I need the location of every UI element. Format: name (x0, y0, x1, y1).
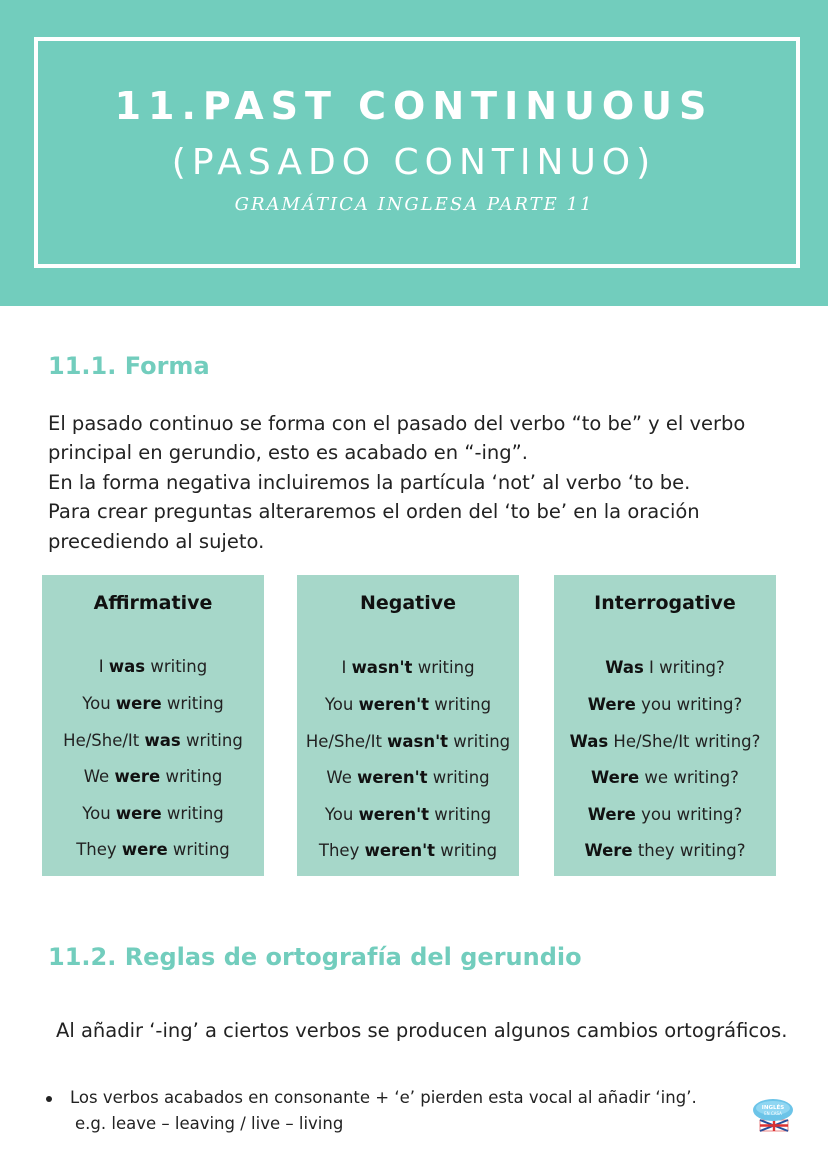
row-text: They (318, 841, 365, 860)
table-row (42, 657, 264, 676)
row-text: writing (427, 768, 490, 787)
header-banner (0, 0, 828, 306)
table-row (42, 731, 264, 750)
table-row (554, 768, 776, 787)
row-text: I (98, 657, 109, 676)
row-verb: wasn't (351, 658, 413, 677)
section-forma-paragraph (48, 409, 788, 556)
row-verb: were (114, 767, 161, 786)
row-text: you writing? (635, 695, 743, 714)
row-verb: Were (587, 695, 636, 714)
table-row (297, 658, 519, 677)
paragraph-line: En la forma negativa incluiremos la partícula ‘not’ al verbo ‘to be. (48, 470, 691, 494)
paragraph-line: precediendo al sujeto. (48, 529, 265, 553)
row-text: writing (160, 767, 223, 786)
row-verb: wasn't (387, 732, 449, 751)
page-tagline: GRAMÁTICA INGLESA PARTE 11 (234, 194, 594, 215)
row-verb: weren't (358, 695, 430, 714)
bullet-example: e.g. leave – leaving / live – living (75, 1114, 344, 1133)
row-text: He/She/It (305, 732, 388, 751)
row-text: You (324, 695, 359, 714)
ingles-en-casa-logo-icon (752, 1098, 794, 1132)
table-row (42, 694, 264, 713)
row-text: you writing? (635, 805, 743, 824)
row-verb: Was (605, 658, 644, 677)
table-row (554, 732, 776, 751)
row-verb: were (121, 840, 168, 859)
affirmative-table (42, 575, 264, 876)
row-text: writing (448, 732, 511, 751)
row-verb: Were (587, 805, 636, 824)
table-heading: Negative (359, 592, 457, 614)
row-text: writing (429, 805, 492, 824)
bullet-item: Los verbos acabados en consonante + ‘e’ pierden esta vocal al añadir ‘ing’. (70, 1088, 697, 1107)
table-row (297, 695, 519, 714)
row-verb: Were (591, 768, 640, 787)
row-text: writing (161, 694, 224, 713)
row-verb: Was (569, 732, 609, 751)
row-text: We (83, 767, 115, 786)
row-verb: were (115, 694, 162, 713)
table-row (554, 841, 776, 860)
row-text: We (326, 768, 358, 787)
logo-text-top: INGLÉS (761, 1105, 785, 1111)
row-verb: weren't (357, 768, 428, 787)
row-text: writing (180, 731, 243, 750)
table-row (554, 805, 776, 824)
row-text: writing (435, 841, 498, 860)
row-verb: weren't (358, 805, 430, 824)
section-title-forma: 11.1. Forma (48, 352, 210, 380)
table-row (297, 732, 519, 751)
row-text: writing (412, 658, 475, 677)
row-verb: Were (584, 841, 633, 860)
paragraph-line: principal en gerundio, esto es acabado en “-ing”. (48, 441, 528, 465)
table-row (42, 767, 264, 786)
row-verb: were (115, 804, 162, 823)
row-text: writing (167, 840, 230, 859)
paragraph-line: Para crear preguntas alteraremos el orden del ‘to be’ en la oración (48, 500, 700, 524)
row-text: I (341, 658, 352, 677)
reglas-intro: Al añadir ‘-ing’ a ciertos verbos se producen algunos cambios ortográficos. (56, 1019, 788, 1042)
table-row (297, 768, 519, 787)
bullet-icon (46, 1096, 52, 1102)
paragraph-line: El pasado continuo se forma con el pasado del verbo “to be” y el verbo (48, 412, 746, 435)
row-text: You (324, 805, 359, 824)
table-row (42, 804, 264, 823)
row-text: They (76, 840, 122, 859)
row-verb: weren't (364, 841, 436, 860)
row-text: You (82, 804, 116, 823)
table-row (297, 805, 519, 824)
table-row (554, 695, 776, 714)
table-heading: Interrogative (594, 592, 736, 614)
negative-table (297, 575, 519, 876)
row-text: writing (145, 657, 208, 676)
row-verb: was (108, 657, 146, 676)
page-subtitle: (PASADO CONTINUO) (171, 142, 657, 183)
table-heading: Affirmative (93, 592, 213, 614)
row-text: writing (161, 804, 224, 823)
row-text: they writing? (632, 841, 746, 860)
interrogative-table (554, 575, 776, 876)
row-text: He/She/It writing? (608, 732, 761, 751)
row-verb: was (144, 731, 181, 750)
row-text: I writing? (643, 658, 725, 677)
section-title-reglas: 11.2. Reglas de ortografía del gerundio (48, 943, 582, 971)
row-text: writing (429, 695, 492, 714)
table-row (42, 840, 264, 859)
logo-text-bottom: EN CASA (764, 1111, 782, 1116)
row-text: we writing? (639, 768, 739, 787)
table-row (554, 658, 776, 677)
page-title: 11.PAST CONTINUOUS (114, 84, 714, 128)
table-row (297, 841, 519, 860)
row-text: He/She/It (63, 731, 145, 750)
row-text: You (82, 694, 116, 713)
